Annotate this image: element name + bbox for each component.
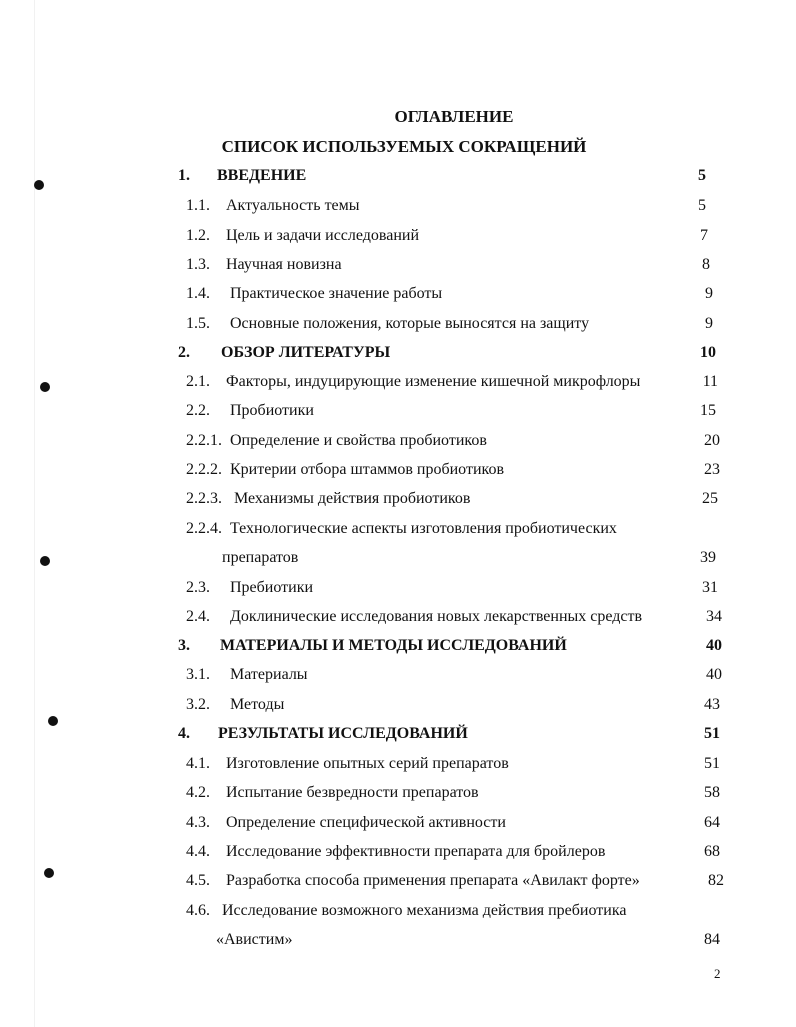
toc-entry-text: Практическое значение работы [230,285,443,302]
toc-entry-text: Методы [230,696,285,713]
toc-entry-number: 1. [178,167,190,184]
toc-entry-number: 4.2. [186,784,210,801]
toc-entry-text: Основные положения, которые выносятся на защиту [230,315,590,332]
toc-entry-text: Изготовление опытных серий препаратов [226,755,509,772]
toc-entry [0,870,796,892]
toc-entry-number: 1.2. [186,227,210,244]
toc-entry-text: Материалы [230,666,308,683]
toc-entry-page: 84 [704,931,720,948]
toc-entry-number: 2.2.4. [186,520,222,537]
toc-entry-page: 39 [700,549,716,566]
toc-entry [0,195,796,217]
toc-entry [0,225,796,247]
toc-entry-number: 2. [178,344,190,361]
toc-entry [0,782,796,804]
toc-entry-number: 1.1. [186,197,210,214]
toc-entry-number: 2.4. [186,608,210,625]
toc-entry-text: Технологические аспекты изготовления пробиотических [230,520,617,537]
toc-entry [0,723,796,745]
toc-entry [0,342,796,364]
toc-entry-page: 40 [706,637,722,654]
toc-entry-text: Пробиотики [230,402,314,419]
toc-entry-number: 4.6. [186,902,210,919]
toc-entry-page: 82 [708,872,724,889]
page-number: 2 [714,966,721,981]
toc-entry-text: Определение специфической активности [226,814,506,831]
toc-entry-text: «Авистим» [216,931,293,948]
toc-entry-continuation [0,929,796,951]
toc-entry [0,459,796,481]
toc-entry-text: ВВЕДЕНИЕ [217,167,307,184]
toc-entry [0,518,796,540]
toc-entry-text: РЕЗУЛЬТАТЫ ИССЛЕДОВАНИЙ [218,725,468,742]
toc-entry-text: Факторы, индуцирующие изменение кишечной микрофлоры [226,373,641,390]
abbreviations-heading: СПИСОК ИСПОЛЬЗУЕМЫХ СОКРАЩЕНИЙ [221,137,587,156]
toc-entry [0,841,796,863]
toc-entry-page: 58 [704,784,720,801]
toc-entry-page: 9 [705,285,713,302]
toc-entry [0,165,796,187]
toc-entry [0,694,796,716]
toc-entry [0,577,796,599]
toc-entry-text: МАТЕРИАЛЫ И МЕТОДЫ ИССЛЕДОВАНИЙ [220,637,567,654]
toc-entry-page: 23 [704,461,720,478]
toc-entry-number: 2.3. [186,579,210,596]
toc-entry-number: 1.5. [186,315,210,332]
toc-entry-text: Цель и задачи исследований [226,227,420,244]
toc-entry [0,664,796,686]
toc-entry-page: 10 [700,344,716,361]
page-title: ОГЛАВЛЕНИЕ [394,107,514,126]
toc-entry-text: препаратов [222,549,299,566]
toc-entry-number: 3.2. [186,696,210,713]
toc-entry-page: 34 [706,608,722,625]
toc-entry [0,430,796,452]
toc-entry-text: Исследование возможного механизма действия пребиотика [222,902,627,919]
toc-entry-number: 4. [178,725,190,742]
toc-entry-number: 2.2. [186,402,210,419]
toc-entry-text: Разработка способа применения препарата «Авилакт форте» [226,872,640,889]
toc-entry-number: 4.1. [186,755,210,772]
toc-entry-number: 2.2.1. [186,432,222,449]
toc-entry [0,371,796,393]
toc-entry-page: 40 [706,666,722,683]
toc-entry-text: Определение и свойства пробиотиков [230,432,487,449]
toc-entry [0,313,796,335]
toc-entry-text: Испытание безвредности препаратов [226,784,479,801]
toc-entry [0,812,796,834]
toc-entry [0,400,796,422]
toc-entry [0,635,796,657]
toc-entry-page: 5 [698,197,706,214]
toc-entry-number: 2.2.3. [186,490,222,507]
toc-entry-page: 25 [702,490,718,507]
toc-entry-text: ОБЗОР ЛИТЕРАТУРЫ [221,344,391,361]
toc-entry-page: 11 [702,373,718,390]
toc-entry-number: 1.4. [186,285,210,302]
toc-entry-page: 9 [705,315,713,332]
toc-entry-text: Критерии отбора штаммов пробиотиков [230,461,505,478]
toc-entry [0,283,796,305]
toc-entry [0,900,796,922]
toc-entry-page: 8 [702,256,710,273]
toc-entry-page: 51 [704,725,720,742]
toc-entry-page: 15 [700,402,716,419]
toc-entry-page: 68 [704,843,720,860]
toc-entry-page: 64 [704,814,720,831]
toc-entry-page: 5 [698,167,706,184]
toc-entry-text: Пребиотики [230,579,314,596]
toc-entry [0,606,796,628]
toc-entry-number: 4.5. [186,872,210,889]
toc-entry-text: Исследование эффективности препарата для бройлеров [226,843,606,860]
toc-entry-continuation [0,547,796,569]
toc-entry-number: 3. [178,637,190,654]
toc-entry-number: 2.1. [186,373,210,390]
toc-entry [0,488,796,510]
toc-entry [0,753,796,775]
toc-entry-text: Механизмы действия пробиотиков [234,490,471,507]
toc-entry-page: 31 [702,579,718,596]
toc-entry-text: Доклинические исследования новых лекарственных средств [230,608,643,625]
toc-entry-number: 1.3. [186,256,210,273]
toc-entry-page: 7 [700,227,708,244]
toc-entry-page: 51 [704,755,720,772]
toc-entry-page: 20 [704,432,720,449]
toc-entry-text: Актуальность темы [226,197,360,214]
toc-entry-text: Научная новизна [226,256,342,273]
toc-entry-page: 43 [704,696,720,713]
toc-entry-number: 4.3. [186,814,210,831]
toc-entry-number: 4.4. [186,843,210,860]
toc-entry [0,254,796,276]
toc-entry-number: 3.1. [186,666,210,683]
toc-entry-number: 2.2.2. [186,461,222,478]
